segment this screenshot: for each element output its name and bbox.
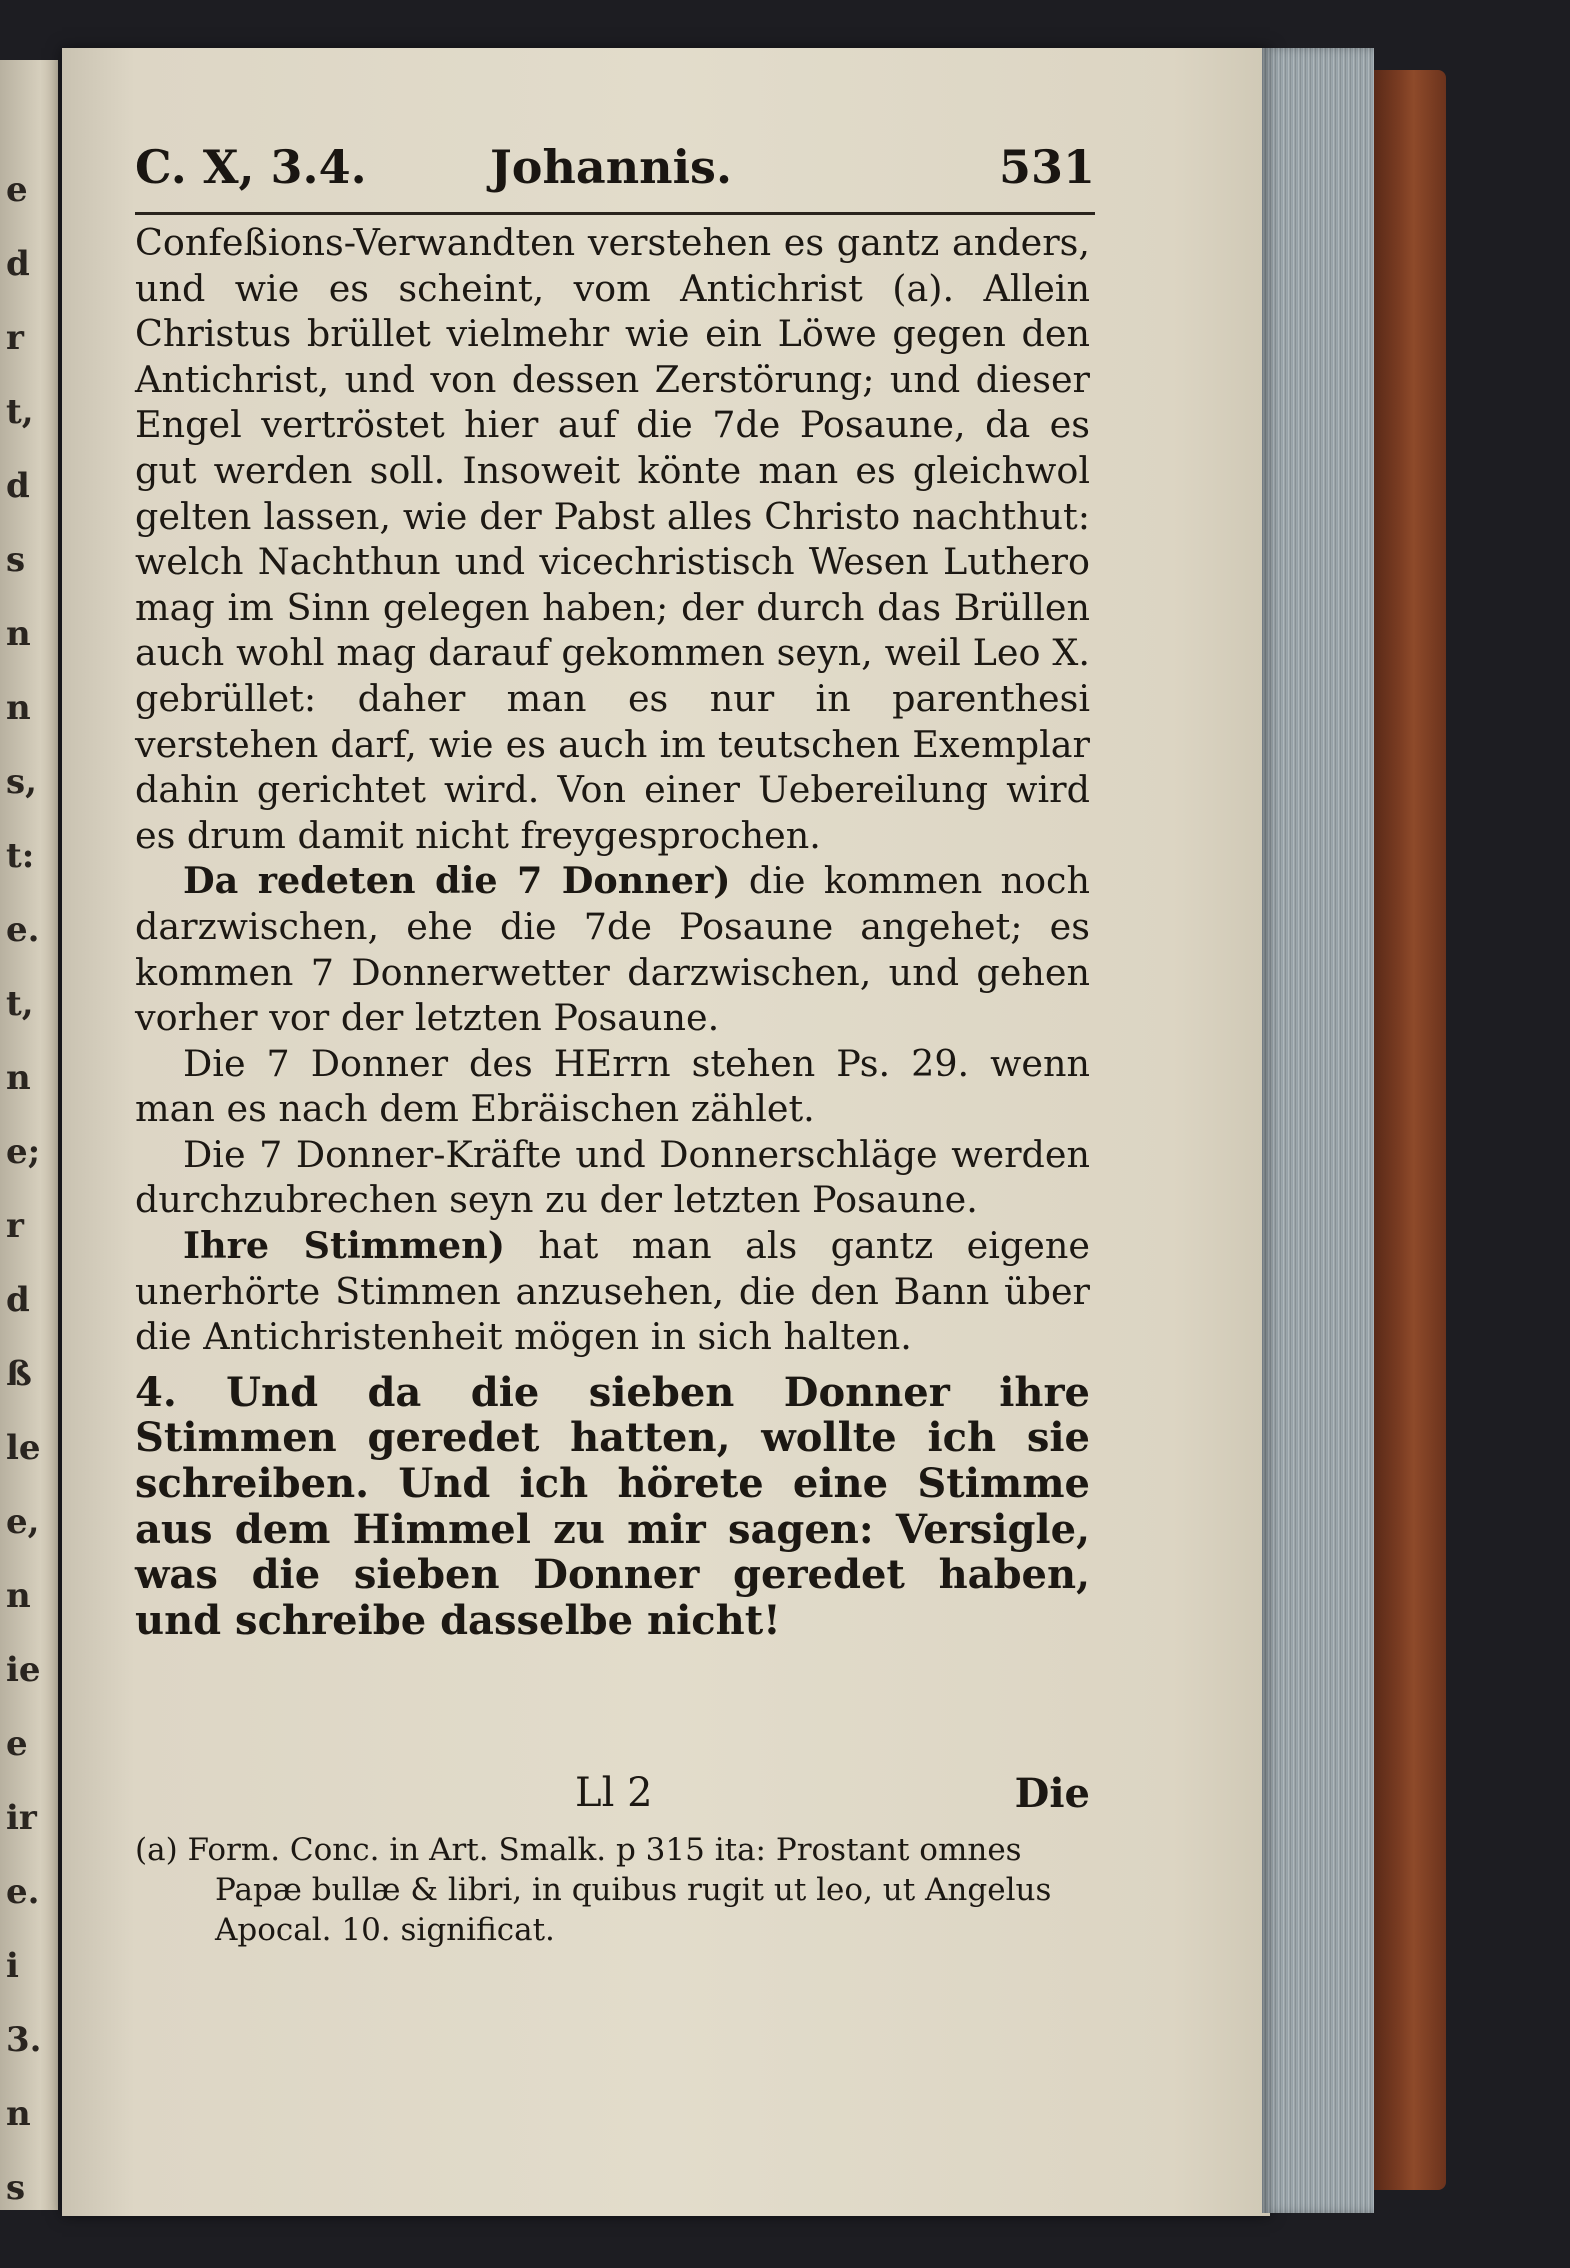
lemma: Da redeten die 7 Donner) bbox=[183, 859, 731, 903]
previous-page-fragment: n bbox=[6, 2094, 31, 2134]
running-header bbox=[135, 140, 1095, 210]
footnote: (a) Form. Conc. in Art. Smalk. p 315 ita: Prostant omnes Papæ bullæ & libri, in quibus rugit ut leo, ut Angelus Apocal. 10. significat. bbox=[135, 1832, 1052, 1948]
catchline bbox=[135, 1770, 1090, 1820]
previous-page-fragment: 3. bbox=[6, 2020, 42, 2060]
page-block-edge bbox=[1262, 48, 1374, 2213]
header-rule bbox=[135, 212, 1095, 215]
previous-page-fragment: e, bbox=[6, 1502, 40, 1542]
previous-page-fragment: le bbox=[6, 1428, 41, 1468]
previous-page-fragment: e. bbox=[6, 910, 40, 950]
previous-page-fragment: i bbox=[6, 1946, 19, 1986]
leather-cover bbox=[1374, 70, 1446, 2190]
previous-page-fragment: d bbox=[6, 244, 30, 284]
paragraph-4: Die 7 Donner-Kräfte und Donnerschläge werden durchzubrechen seyn zu der letzten Posaune. bbox=[135, 1132, 1090, 1222]
previous-page-fragment: n bbox=[6, 614, 31, 654]
previous-page-edge bbox=[0, 60, 58, 2210]
previous-page-fragment: d bbox=[6, 466, 30, 506]
paragraph-2: Da redeten die 7 Donner) die kommen noch darzwischen, ehe die 7de Posaune angehet; es kommen 7 Donnerwetter darzwischen, und gehen vorher vor der letzten Posaune. bbox=[135, 859, 1090, 1040]
previous-page-fragment: t, bbox=[6, 984, 34, 1024]
paragraph-3: Die 7 Donner des HErrn stehen Ps. 29. wenn man es nach dem Ebräischen zählet. bbox=[135, 1041, 1090, 1131]
previous-page-fragment: r bbox=[6, 318, 24, 358]
previous-page-fragment: ß bbox=[6, 1354, 32, 1394]
previous-page-fragment: n bbox=[6, 1058, 31, 1098]
scripture-verse: 4. Und da die sieben Donner ihre Stimmen geredet hatten, wollte ich sie schreiben. Und ich hörete eine Stimme aus dem Himmel zu mir sagen: Versigle, was die sieben Donner geredet haben, und schreibe dasselbe nicht! bbox=[135, 1368, 1090, 1644]
previous-page-fragment: e. bbox=[6, 1872, 40, 1912]
previous-page-fragment: e bbox=[6, 1724, 28, 1764]
previous-page-fragment: s bbox=[6, 540, 26, 580]
previous-page-fragment: ir bbox=[6, 1798, 37, 1838]
signature-mark: Ll 2 bbox=[575, 1770, 653, 1816]
previous-page-fragment: ie bbox=[6, 1650, 41, 1690]
paragraph-5: Ihre Stimmen) hat man als gantz eigene unerhörte Stimmen anzusehen, die den Bann über die Antichristenheit mögen in sich halten. bbox=[135, 1224, 1090, 1359]
previous-page-fragment: e bbox=[6, 170, 28, 210]
previous-page-fragment: s, bbox=[6, 762, 37, 802]
previous-page-fragment: n bbox=[6, 1576, 31, 1616]
running-title: Johannis. bbox=[490, 140, 732, 194]
previous-page-fragment: t: bbox=[6, 836, 35, 876]
previous-page-fragment: n bbox=[6, 688, 31, 728]
previous-page-fragment: t, bbox=[6, 392, 34, 432]
chapter-reference: C. X, 3.4. bbox=[135, 140, 367, 194]
catchword: Die bbox=[1014, 1770, 1090, 1817]
lemma: Ihre Stimmen) bbox=[183, 1224, 505, 1268]
previous-page-fragment: r bbox=[6, 1206, 24, 1246]
body-text bbox=[135, 220, 1090, 1643]
paragraph-1: Confeßions-Verwandten verstehen es gantz anders, und wie es scheint, vom Antichrist (a). Allein Christus brüllet vielmehr wie ein Löwe gegen den Antichrist, und von dessen Zerstörung; und dieser Engel vertröstet hier auf die 7de Posaune, da es gut werden soll. Insoweit könte man es gleichwol gelten lassen, wie der Pabst alles Christo nachthut: welch Nachthun und vicechristisch Wesen Luthero mag im Sinn gelegen haben; der durch das Brüllen auch wohl mag darauf gekommen seyn, weil Leo X. gebrüllet: daher man es nur in parenthesi verstehen darf, wie es auch im teutschen Exemplar dahin gerichtet wird. Von einer Uebereilung wird es drum damit nicht freygesprochen. bbox=[135, 221, 1090, 857]
page-number: 531 bbox=[998, 140, 1095, 194]
previous-page-fragment: s bbox=[6, 2168, 26, 2208]
previous-page-fragment: d bbox=[6, 1280, 30, 1320]
previous-page-fragment: e; bbox=[6, 1132, 41, 1172]
